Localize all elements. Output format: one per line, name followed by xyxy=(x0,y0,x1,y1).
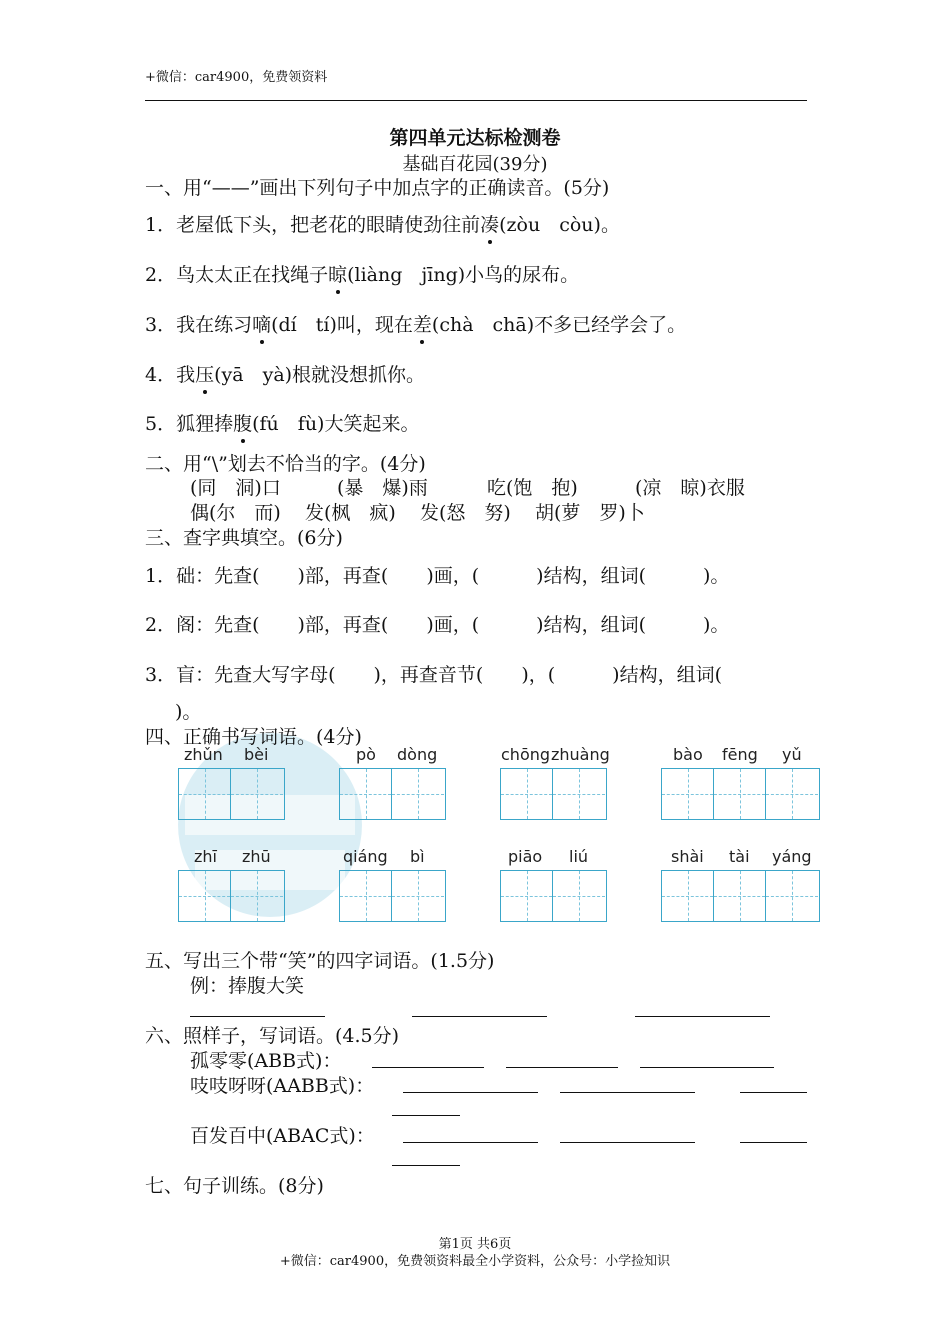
pinyin: chōng xyxy=(501,745,551,764)
page-subtitle: 基础百花园(39分) xyxy=(402,154,548,175)
pinyin: shài xyxy=(671,847,704,866)
answer-line[interactable] xyxy=(560,1074,695,1093)
pinyin: yáng xyxy=(772,847,812,866)
s3-item-2: 2．阁：先查( )部，再查( )画，( )结构，组词( )。 xyxy=(145,614,730,636)
pinyin: bì xyxy=(410,847,425,866)
section-3-title: 三、查字典填空。(6分) xyxy=(145,527,343,549)
pinyin: liú xyxy=(569,847,589,866)
answer-line[interactable] xyxy=(506,1049,618,1068)
answer-line[interactable] xyxy=(392,1097,460,1116)
s1-item-1: 1．老屋低下头，把老花的眼睛使劲往前凑(zòu còu)。 xyxy=(145,210,620,237)
s2-r1-d: (凉 晾)衣服 xyxy=(635,477,745,499)
s2-r1-c: 吃(饱 抱) xyxy=(487,477,578,499)
pinyin: qiáng xyxy=(343,847,388,866)
s2-r2-b: 发(枫 疯) xyxy=(305,502,396,524)
answer-line[interactable] xyxy=(403,1124,538,1143)
pinyin: zhū xyxy=(242,847,271,866)
page-title: 第四单元达标检测卷 xyxy=(389,127,561,149)
s3-item-3-cont: )。 xyxy=(175,701,202,723)
pinyin: pò xyxy=(356,745,376,764)
writing-grid[interactable] xyxy=(178,768,285,820)
writing-grid[interactable] xyxy=(500,870,607,922)
answer-line[interactable] xyxy=(190,998,325,1017)
s1-item-3: 3．我在练习嘀(dí tí)叫，现在差(chà chā)不多已经学会了。 xyxy=(145,310,686,337)
answer-line[interactable] xyxy=(392,1147,460,1166)
pinyin: fēng xyxy=(722,745,758,764)
s2-r2-c: 发(怒 努) xyxy=(420,502,511,524)
s5-example: 例：捧腹大笑 xyxy=(190,975,305,997)
pinyin: dòng xyxy=(397,745,438,764)
section-4-title: 四、正确书写词语。(4分) xyxy=(145,726,362,748)
writing-grid[interactable] xyxy=(500,768,607,820)
s6-row-2-label: 吱吱呀呀(AABB式)： xyxy=(190,1075,375,1097)
answer-line[interactable] xyxy=(412,998,547,1017)
answer-line[interactable] xyxy=(740,1074,807,1093)
section-7-title: 七、句子训练。(8分) xyxy=(145,1175,324,1197)
pinyin: zhuàng xyxy=(551,745,610,764)
answer-line[interactable] xyxy=(372,1049,484,1068)
pinyin: zhǔn xyxy=(184,745,223,764)
answer-line[interactable] xyxy=(640,1049,774,1068)
page-header: +微信：car4900，免费领资料 xyxy=(145,70,328,85)
answer-line[interactable] xyxy=(740,1124,807,1143)
section-1-title: 一、用“——”画出下列句子中加点字的正确读音。(5分) xyxy=(145,177,610,199)
answer-line[interactable] xyxy=(635,998,770,1017)
s3-item-3: 3．盲：先查大写字母( )，再查音节( )，( )结构，组词( xyxy=(145,664,722,686)
writing-grid[interactable] xyxy=(339,768,446,820)
writing-grid[interactable] xyxy=(661,768,820,820)
pinyin: tài xyxy=(729,847,750,866)
s2-r1-a: (同 洞)口 xyxy=(190,477,281,499)
s1-item-5: 5．狐狸捧腹(fú fù)大笑起来。 xyxy=(145,409,419,436)
s1-item-4: 4．我压(yā yà)根就没想抓你。 xyxy=(145,360,425,387)
s2-r2-d: 胡(萝 罗)卜 xyxy=(535,502,645,524)
s2-r2-a: 偶(尔 而) xyxy=(190,502,281,524)
pinyin: bào xyxy=(673,745,703,764)
s3-item-1: 1．础：先查( )部，再查( )画，( )结构，组词( )。 xyxy=(145,565,730,587)
writing-grid[interactable] xyxy=(661,870,820,922)
answer-line[interactable] xyxy=(560,1124,695,1143)
s1-item-2: 2．鸟太太正在找绳子晾(liàng jīng)小鸟的尿布。 xyxy=(145,260,579,287)
pinyin: zhī xyxy=(194,847,217,866)
section-6-title: 六、照样子，写词语。(4.5分) xyxy=(145,1025,400,1047)
page-number: 第1页 共6页 xyxy=(438,1237,512,1252)
s2-r1-b: (暴 爆)雨 xyxy=(337,477,428,499)
section-5-title: 五、写出三个带“笑”的四字词语。(1.5分) xyxy=(145,950,495,972)
answer-line[interactable] xyxy=(403,1074,538,1093)
writing-grid[interactable] xyxy=(178,870,285,922)
footer-note: +微信：car4900，免费领资料最全小学资料，公众号：小学捡知识 xyxy=(279,1254,671,1269)
pinyin: piāo xyxy=(508,847,543,866)
pinyin: bèi xyxy=(244,745,269,764)
section-2-title: 二、用“\”划去不恰当的字。(4分) xyxy=(145,453,426,475)
s6-row-3-label: 百发百中(ABAC式)： xyxy=(190,1125,375,1147)
pinyin: yǔ xyxy=(782,745,802,764)
s6-row-1-label: 孤零零(ABB式)： xyxy=(190,1050,342,1072)
writing-grid[interactable] xyxy=(339,870,446,922)
header-rule xyxy=(145,100,807,101)
